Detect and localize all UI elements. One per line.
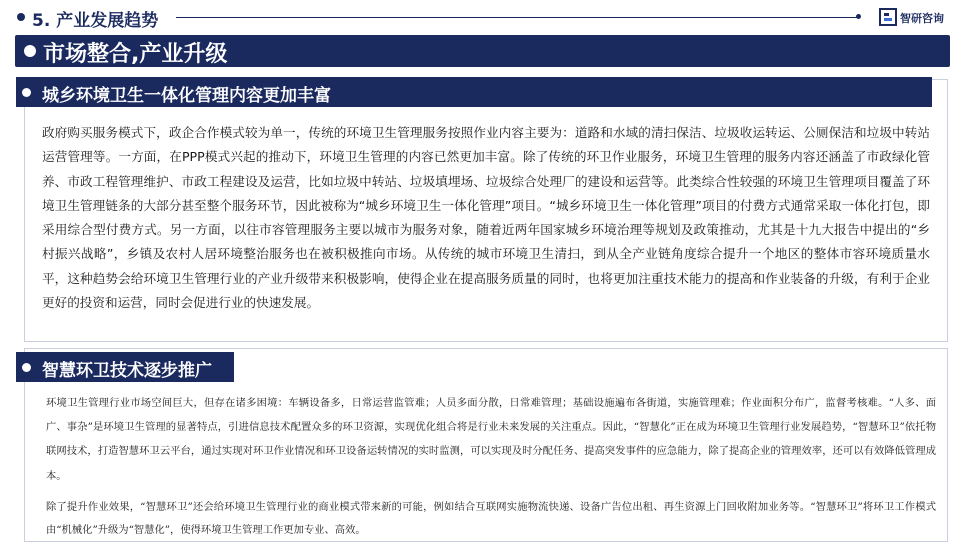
section2-body-paragraph-1: 环境卫生管理行业市场空间巨大，但存在诸多困境：车辆设备多，日常运营监管难；人员多面分散，日常难管理；基础设施遍布各街道，实施管理难；作业面积分布广，监督考核难。“人多、面广、事杂”是环境卫生管理的显著特点，引进信息技术配置众多的环卫资源，实现优化组合将是行业未来发展的关注重点。因此，“智慧化”正在成为环境卫生管理行业发展趋势，“智慧环卫”依托物联网技术，打造智慧环卫云平台，通过实现对环卫作业情况和环卫设备运转情况的实时监测，可以实现及时分配任务、提高突发事件的应急能力，除了提高企业的管理效率，还可以有效降低管理成本。 — [46, 397, 936, 482]
section1-heading: 城乡环境卫生一体化管理内容更加丰富 — [42, 86, 331, 106]
page-banner — [15, 35, 950, 67]
section-title: 5. 产业发展趋势 — [32, 11, 159, 31]
section2-body-paragraph-2: 除了提升作业效果，“智慧环卫”还会给环境卫生管理行业的商业模式带来新的可能，例如结合互联网实施物流快递、设备广告位出租、再生资源上门回收附加业务等。“智慧环卫”将环卫工作模式由“机械化”升级为“智慧化”，使得环境卫生管理工作更加专业、高效。 — [46, 501, 936, 536]
bullet-dot-icon — [17, 13, 25, 21]
header-divider — [176, 17, 859, 18]
section1-heading-bar — [16, 77, 932, 107]
top-bar — [0, 0, 968, 34]
section2-heading-bar — [16, 352, 234, 382]
heading-dot-icon — [22, 88, 31, 97]
section1-body: 政府购买服务模式下，政企合作模式较为单一，传统的环境卫生管理服务按照作业内容主要为：道路和水域的清扫保洁、垃圾收运转运、公厕保洁和垃圾中转站运营管理等。一方面，在PPP模式兴起的推动下，环境卫生管理的内容已然更加丰富。除了传统的环卫作业服务，环境卫生管理的服务内容还涵盖了市政绿化管养、市政工程管理维护、市政工程建设及运营，比如垃圾中转站、垃圾填埋场、垃圾综合处理厂的建设和运营等。此类综合性较强的环境卫生管理项目覆盖了环境卫生管理链条的大部分甚至整个服务环节，因此被称为“城乡环境卫生一体化管理”项目。“城乡环境卫生一体化管理”项目的付费方式通常采取一体化打包，即采用综合型付费方式。另一方面，以往市容管理服务主要以城市为服务对象，随着近两年国家城乡环境治理等规划及政策推动，尤其是十九大报告中提出的“乡村振兴战略”，乡镇及农村人居环境整治服务也在被积极推向市场。从传统的城市环境卫生清扫，到从全产业链角度综合提升一个地区的整体市容环境质量水平，这种趋势会给环境卫生管理行业的产业升级带来积极影响，使得企业在提高服务质量的同时，也将更加注重技术能力的提高和作业装备的升级，有利于企业更好的投资和运营，同时会促进行业的快速发展。 — [42, 125, 930, 311]
banner-dot-icon — [24, 45, 36, 57]
section2-heading: 智慧环卫技术逐步推广 — [42, 361, 212, 381]
page-title: 市场整合,产业升级 — [43, 42, 228, 67]
zhiyan-logo-icon — [879, 8, 897, 26]
logo-text: 智研咨询 — [900, 12, 944, 25]
heading-dot-icon — [22, 363, 31, 372]
divider-end-dot-icon — [856, 14, 861, 19]
